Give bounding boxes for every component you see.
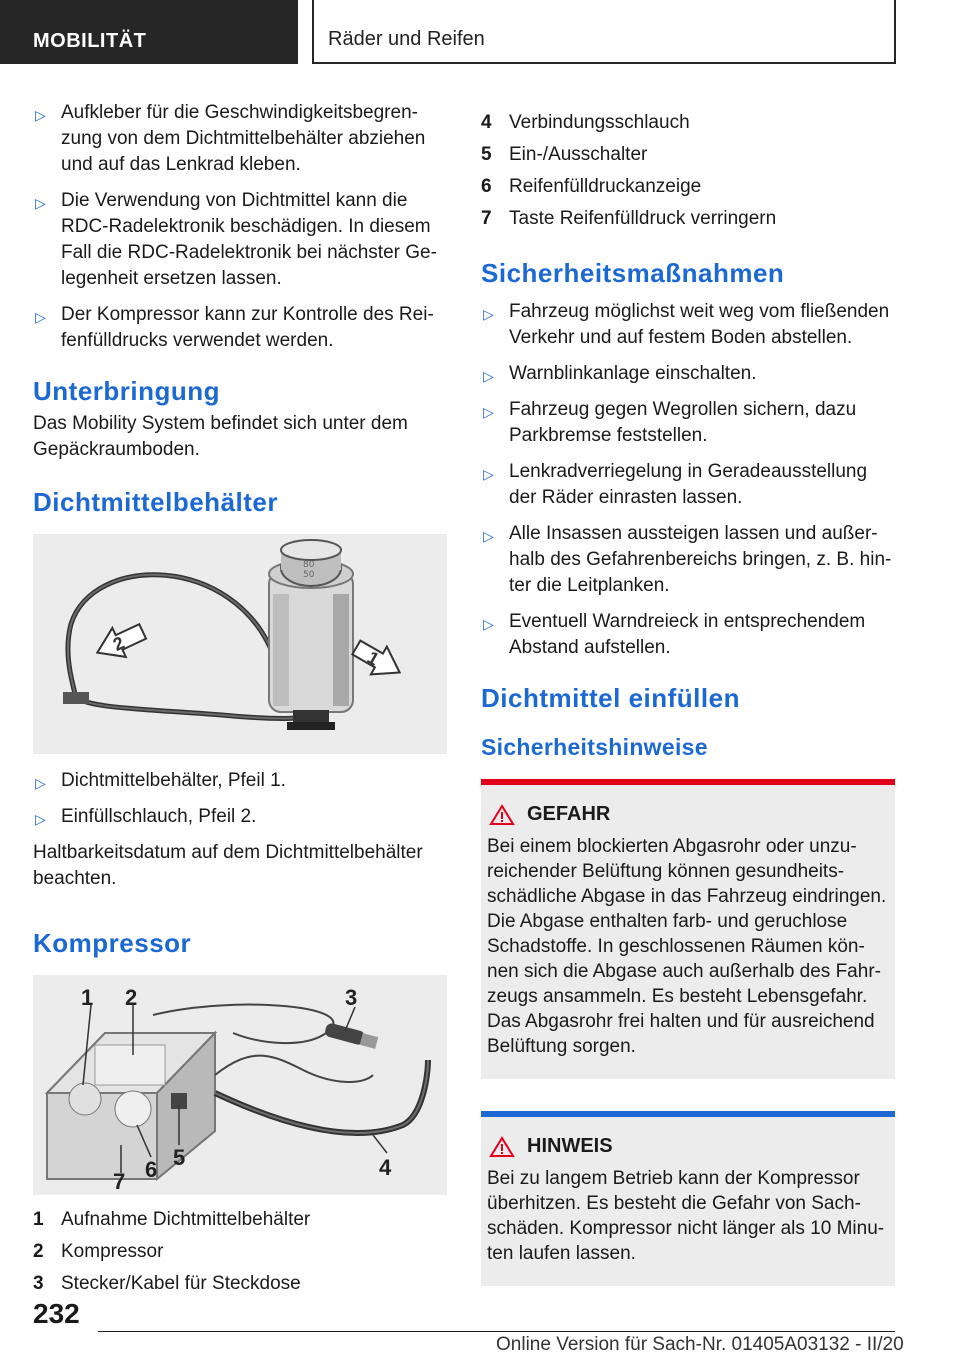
note-title: HINWEIS xyxy=(487,1135,887,1158)
list-item: ▷ Dichtmittelbehälter, Pfeil 1. xyxy=(33,768,447,794)
callout-label: 4 xyxy=(379,1155,392,1180)
section-heading: Dichtmittelbehälter xyxy=(33,487,278,517)
section-tab xyxy=(0,0,298,64)
left-column xyxy=(33,100,447,1303)
warning-triangle-icon xyxy=(489,1136,515,1158)
callout-label: 5 xyxy=(173,1145,186,1170)
triangle-bullet-icon: ▷ xyxy=(35,775,46,791)
triangle-bullet-icon: ▷ xyxy=(483,368,494,384)
sealant-container-figure xyxy=(33,534,447,754)
triangle-bullet-icon: ▷ xyxy=(35,195,46,211)
callout-label: 1 xyxy=(81,985,94,1010)
list-item: ▷ Eventuell Warndreieck in entsprechendem Abstand aufstellen. xyxy=(483,611,866,658)
warning-triangle-icon xyxy=(489,804,515,826)
danger-box xyxy=(481,779,895,1079)
triangle-bullet-icon: ▷ xyxy=(35,309,46,325)
list-item: 3 Stecker/Kabel für Steckdose xyxy=(33,1273,301,1294)
list-item: ▷ Aufkleber für die Geschwindigkeitsbegrenzung von dem Dichtmittelbehälter abziehen und auf das Lenkrad kleben. xyxy=(35,102,426,175)
section-heading: Kompressor xyxy=(33,928,192,958)
right-column xyxy=(481,110,895,1286)
note-text: Bei zu langem Betrieb kann der Kompressor überhitzen. Es besteht die Gefahr von Sachschäden. Kompressor nicht länger als 10 Minuten laufen lassen. xyxy=(487,1168,885,1264)
gauge-top-label: 80 xyxy=(303,560,315,570)
list-item: ▷ Fahrzeug möglichst weit weg vom fließenden Verkehr und auf festem Boden abstellen. xyxy=(483,301,890,348)
footer-version: Online Version für Sach-Nr. 01405A03132 - II/20 xyxy=(496,1334,904,1355)
compressor-figure xyxy=(33,975,447,1195)
section-heading: Unterbringung xyxy=(33,376,221,406)
triangle-bullet-icon: ▷ xyxy=(483,616,494,632)
page-number: 232 xyxy=(33,1298,80,1329)
triangle-bullet-icon: ▷ xyxy=(483,404,494,420)
list-item: ▷ Die Verwendung von Dichtmittel kann die RDC-Radelektronik beschädigen. In diesem Fall die RDC-Radelektronik bei nächster Gelegenheit ersetzen lassen. xyxy=(35,190,437,289)
list-item: 1 Aufnahme Dichtmittelbehälter xyxy=(33,1209,311,1230)
list-item: 5 Ein-/Ausschalter xyxy=(481,144,648,165)
callout-label: 3 xyxy=(345,985,358,1010)
section-title: MOBILITÄT xyxy=(33,30,147,52)
paragraph: Das Mobility System befindet sich unter dem Gepäckraumboden. xyxy=(33,413,408,460)
list-item: 7 Taste Reifenfülldruck verringern xyxy=(481,208,777,229)
list-item: ▷ Fahrzeug gegen Wegrollen sichern, dazu Parkbremse feststellen. xyxy=(483,399,857,446)
list-item: ▷ Einfüllschlauch, Pfeil 2. xyxy=(33,804,447,830)
callout-label: 2 xyxy=(125,985,138,1010)
subsection-heading: Sicherheitshinweise xyxy=(481,734,708,760)
arrow-label: 1 xyxy=(363,647,383,670)
section-heading: Dichtmittel einfüllen xyxy=(481,683,740,713)
list-item: 2 Kompressor xyxy=(33,1241,164,1262)
list-item: ▷ Warnblinkanlage einschalten. xyxy=(481,361,895,387)
list-item: 6 Reifenfülldruckanzeige xyxy=(481,176,702,197)
danger-title: GEFAHR xyxy=(487,803,887,826)
triangle-bullet-icon: ▷ xyxy=(483,528,494,544)
triangle-bullet-icon: ▷ xyxy=(35,107,46,123)
list-item: ▷ Alle Insassen aussteigen lassen und außerhalb des Gefahrenbereichs bringen, z. B. hinter die Leitplanken. xyxy=(483,523,892,596)
list-item: 4 Verbindungsschlauch xyxy=(481,112,690,133)
list-item: ▷ Lenkradverriegelung in Geradeausstellung der Räder einrasten lassen. xyxy=(483,461,868,508)
list-item: ▷ Der Kompressor kann zur Kontrolle des Reifenfülldrucks verwendet werden. xyxy=(35,304,434,351)
note-box xyxy=(481,1111,895,1286)
chapter-tab xyxy=(312,0,896,64)
triangle-bullet-icon: ▷ xyxy=(35,811,46,827)
triangle-bullet-icon: ▷ xyxy=(483,466,494,482)
chapter-title: Räder und Reifen xyxy=(328,28,485,50)
footer-divider xyxy=(98,1331,895,1332)
section-heading: Sicherheitsmaßnahmen xyxy=(481,258,785,288)
callout-label: 6 xyxy=(145,1157,158,1182)
triangle-bullet-icon: ▷ xyxy=(483,306,494,322)
callout-label: 7 xyxy=(113,1169,126,1194)
danger-text: Bei einem blockierten Abgasrohr oder unzureichender Belüftung können gesundheitsschädliche Abgase in das Fahrzeug eindringen. Die Abgase enthalten farb- und geruchlose Schadstoffe. In geschlossenen Räumen können sich die Abgase auch außerhalb des Fahrzeugs ansammeln. Es besteht Lebensgefahr. Das Abgasrohr frei halten und für ausreichend Belüftung sorgen. xyxy=(487,836,887,1057)
paragraph: Haltbarkeitsdatum auf dem Dichtmittelbehälter beachten. xyxy=(33,842,423,889)
arrow-label: 2 xyxy=(109,632,128,655)
gauge-bottom-label: 50 xyxy=(303,570,315,580)
